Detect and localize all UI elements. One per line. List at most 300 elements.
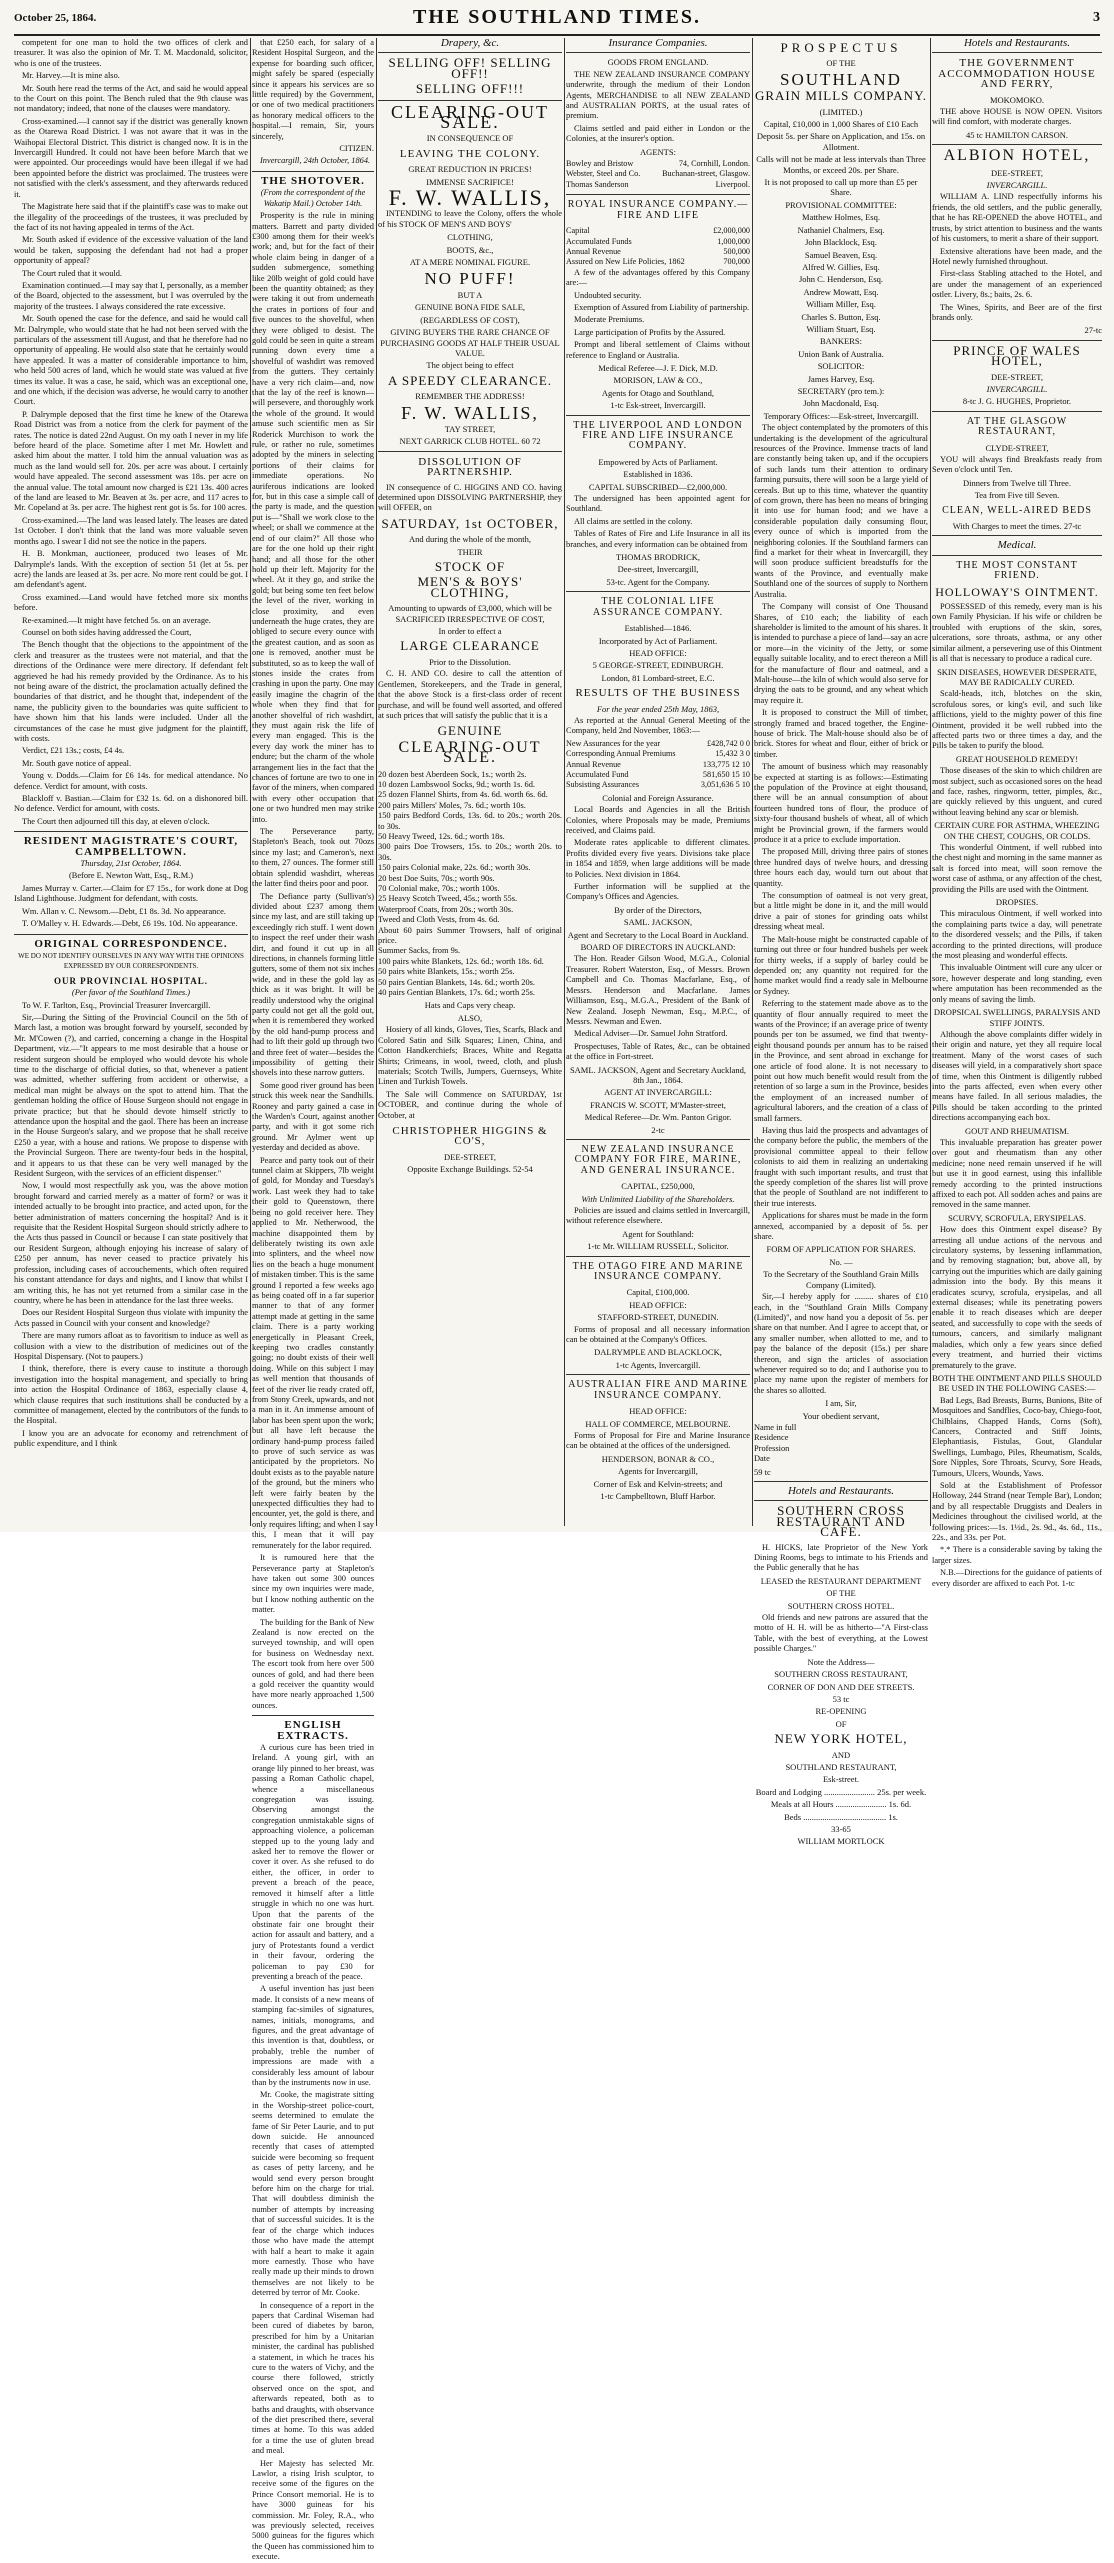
ad-text: The object being to effect — [426, 360, 514, 371]
issue-date: October 25, 1864. — [14, 12, 97, 24]
article-paragraph: Re-examined.—It might have fetched 5s. on an average. — [22, 615, 211, 625]
divider — [252, 171, 374, 172]
divider — [566, 52, 750, 53]
divider — [566, 1139, 750, 1140]
ad-text: THOMAS BRODRICK, — [615, 552, 701, 563]
committee-member: Samuel Beaven, Esq. — [804, 249, 878, 260]
ad-paragraph: Applications for shares must be made in the form annexed, accompanied by a deposit of 5s. per share. — [754, 1211, 928, 1242]
ad-headline: GRAIN MILLS COMPANY. — [754, 88, 928, 104]
article-paragraph: It is rumoured here that the Perseverance party at Stapleton's have taken out some 300 ounces since my own inquiries were made, but I know nothing authentic on the matter. — [252, 1553, 374, 1615]
ad-paragraph: H. HICKS, late Proprietor of the New York Dining Rooms, begs to intimate to his Friends and the Public generally that he has — [754, 1542, 928, 1573]
divider — [754, 1481, 928, 1482]
divider — [14, 934, 248, 935]
ad-headline: F. W. WALLIS, — [388, 185, 552, 211]
agent-row — [566, 159, 750, 169]
ad-text: SAML. JACKSON, Agent and Secretary Auckland, 8th Jan., 1864. — [569, 1064, 747, 1085]
article-paragraph: that £250 each, for salary of a Resident Hospital Surgeon, and the expense for boarding such officer, might safely be spared (especially since it appears his services are so little required) by the Government, or one of two medical practitioners as honorary medical officers to the hospital.—I remain, Sir, yours sincerely, — [252, 38, 374, 141]
ad-headline: CLEARING-OUT SALE. — [391, 101, 549, 133]
goods-item: About 60 pairs Summer Trowsers, half of original price. — [378, 925, 562, 946]
capital-row — [566, 257, 750, 267]
ad-text: Temporary Offices:—Esk-street, Invercargill. — [763, 410, 919, 421]
article-paragraph: The Magistrate here said that if the plaintiff's case was to make out the illegality of the proceedings of the trustees, it was precluded by the fact of its not having appealed in terms of the Act. — [14, 202, 248, 232]
ad-text: 8-tc J. G. HUGHES, Proprietor. — [962, 396, 1072, 407]
section-heading: RESIDENT MAGISTRATE'S COURT, CAMPBELLTOWN. — [23, 835, 239, 858]
ad-text: LEAVING THE COLONY. — [399, 147, 541, 160]
article-paragraph: Mr. South asked if evidence of the excessive valuation of the land would be taken, supposing the defendant had not had a proper opportunity of appeal? — [14, 235, 248, 266]
article-paragraph: A curious cure has been tried in Ireland. A young girl, with an orange lily pinned to her breast, was passing a Roman Catholic chapel, whence a miscellaneous congregation was issuing. Observing amongst the congregation unmistakable signs of approaching violence, a policeman stepped up to the young lady and asked her to remove the flower or cover it over. As she refused to do either, the officer, in order to prevent a breach of the peace, removed it himself after a little struggle in which no one was hurt. Upon that the parents of the obstinate fair one brought their action for assault and battery, and a jury of Protestants found a verdict in their favour, ordering the policeman to pay £30 for preventing a breach of the peace. — [252, 1743, 374, 1981]
ad-text: With Charges to meet the times. 27-tc — [952, 521, 1082, 532]
ad-paragraph: It is proposed to construct the Mill of timber, strongly framed and braced together, the Engine-house of brick. The Malt-house should also be of brick. Stores for wheat and flour, either of brick or timber. — [754, 708, 928, 759]
agents-table — [566, 159, 750, 190]
article-paragraph: I know you are an advocate for economy and retrenchment of public expenditure, and I think — [14, 1428, 248, 1449]
ad-headline: PROSPECTUS — [780, 40, 902, 55]
section-label: Medical. — [997, 539, 1037, 552]
section-heading: ORIGINAL CORRESPONDENCE. — [34, 937, 228, 950]
goods-item: 100 pairs white Blankets, 12s. 6d.; worth 18s. 6d. — [378, 956, 544, 966]
ad-text: WILLIAM MORTLOCK — [797, 1836, 885, 1847]
ad-paragraph: Bad Legs, Bad Breasts, Burns, Bunions, Bite of Mosquitoes and Sandflies, Coco-bay, Chiego-foot, Chilblains, Chapped Hands, Corns (Soft), Cancers, Contracted and Stiff Joints, Elephantiasis, Fistulas, Gout, Glandular Swellings, Lumbago, Piles, Rheumatism, Scalds, Sore Nipples, Sore Throats, Scurvy, Sore Heads, Tumours, Ulcers, Wounds, Yaws. — [932, 1395, 1102, 1478]
ad-text: Calls will not be made at less intervals than Three Months, or exceed 20s. per Share. — [756, 154, 926, 175]
ad-text: John Macdonald, Esq. — [803, 398, 879, 409]
ad-text: HENDERSON, BONAR & CO., — [601, 1453, 715, 1464]
ad-paragraph: The consumption of oatmeal is not very great, but a little might be done in it, and the mill would drive a pair of stones for grinding oats whilst dressing wheat meal. — [754, 891, 928, 932]
article-paragraph: The Defiance party (Sullivan's) divided about £237 among them since my last, and are still taking up exceedingly rich stuff. I went down to inspect the reef under their wash dirt, and found it cut up in all directions, in channels forming little gutters, some of them not six inches wide, and in these the gold lay as thick as it was bright. It will be readily understood why the original party could not get all the gold out, when it is remembered they worked by the old hand-pump process and had to lift their gold up through two and three feet of water—besides the impossibility of getting their shovels into these narrow gutters. — [252, 891, 374, 1078]
ad-paragraph: THE above HOUSE is NOW OPEN. Visitors will find comfort, with moderate charges. — [932, 107, 1102, 127]
ad-text: To the Secretary of the Southland Grain Mills Company (Limited). — [763, 1269, 919, 1290]
ad-paragraph: Forms of Proposal for Fire and Marine Insurance can be obtained at the offices of the undersigned. — [566, 1430, 750, 1451]
committee-member: William Stuart, Esq. — [806, 323, 876, 334]
ad-headline: DISSOLUTION OF PARTNERSHIP. — [418, 455, 522, 479]
ad-text: SOUTHERN CROSS HOTEL. — [787, 1600, 895, 1611]
ad-text: Medical Referee—Dr. Wm. Panton Grigor. — [584, 1112, 732, 1123]
article-paragraph: Mr. South here read the terms of the Act, and said he would appeal to the Court on this point. The Bench ruled that the 9th clause was not mandatory; indeed, that none of the clauses were mandatory. — [14, 83, 248, 114]
ad-text: HEAD OFFICE: — [629, 1299, 687, 1310]
ad-text: Opposite Exchange Buildings. 52-54 — [407, 1164, 533, 1175]
capital-row — [566, 226, 750, 236]
ad-paragraph: YOU will always find Breakfasts ready from Seven o'clock until Ten. — [932, 455, 1102, 475]
goods-item: 25 dozen Flannel Shirts, from 4s. 6d. worth 6s. 6d. — [378, 790, 548, 800]
ad-text: CERTAIN CURE FOR ASTHMA, WHEEZING ON THE CHEST, COUGHS, OR COLDS. — [934, 820, 1100, 841]
ad-paragraph: Prompt and liberal settlement of Claims without reference to England or Australia. — [566, 340, 750, 360]
column-divider — [930, 38, 931, 1526]
ad-text: Agents for Invercargill, — [618, 1466, 698, 1477]
ad-text: 1-tc Agents, Invercargill. — [615, 1359, 701, 1370]
ad-text: BOTH THE OINTMENT AND PILLS SHOULD BE USED IN THE FOLLOWING CASES:— — [932, 1372, 1102, 1394]
ad-text: Dee-street, Invercargill, — [617, 564, 699, 575]
article-paragraph: Mr. South gave notice of appeal. — [22, 758, 132, 768]
ad-text: GOODS FROM ENGLAND. — [607, 57, 709, 68]
ad-text: Medical Referee—J. F. Dick, M.D. — [598, 362, 718, 373]
section-subheading: (Per favor of the Southland Times.) — [71, 988, 191, 998]
article-paragraph: James Murray v. Carter.—Claim for £7 15s., for work done at Dog Island Lighthouse. Judgment for defendant, with costs. — [14, 883, 248, 904]
article-paragraph: Pearce and party took out of their tunnel claim at Skippers, 7lb weight of gold, for Monday and Tuesday's work. Last week they had to take their gold to Queenstown, there being no gold receiver here. They applied to Mr. Netherwood, the machine disappointed them by deliberately twisting its own axle into splinters, and the wheel now lies on the beach a huge monument of mistaken timber. This is the same ground I reported a few weeks ago as being coated off in a far superior manner to that of any former attempt made at getting in the same claim. There is a party working energetically in Pleasant Creek, keeping two cradles constantly going; no doubt exists of their well doing. While on this subject I may as well mention that thousands of feet of the river lie ready crated off, from Stony Creek, upwards, and not a man in it. An immense amount of labor has been spent upon the work; but all have left because the ordinary hand-pump process failed to prove of such service as was anticipated by the proprietors. No doubt exists as to the payable nature of the ground, but the miners who left were fairly beaten by the unexpected difficulties they had to encounter, yet, the gold is there, and only requires lifting; and when I say this, I mean that it will pay remunerately for the labor required. — [252, 1155, 374, 1550]
goods-item: 300 pairs Doe Trowsers, 15s. to 20s.; worth 20s. to 30s. — [378, 842, 562, 862]
goods-list — [378, 770, 562, 999]
column-divider — [752, 38, 753, 1526]
table-cell: Webster, Steel and Co. — [566, 169, 641, 179]
ad-text: 1-tc Mr. WILLIAM RUSSELL, Solicitor. — [587, 1241, 729, 1252]
ad-paragraph: Exemption of Assured from Liability of partnership. — [574, 302, 750, 312]
ad-headline: NO PUFF! — [424, 268, 516, 288]
committee-member: John Blacklock, Esq. — [805, 237, 877, 248]
ad-paragraph: This wonderful Ointment, if well rubbed into the chest night and morning in the same manner as salt is forced into meat, will soon remove the worst case of asthma, or any affection of the chest, providing the Pills are used with the Ointment. — [932, 843, 1103, 894]
form-field-label: Residence — [754, 1433, 789, 1443]
divider — [932, 52, 1102, 53]
ad-paragraph: Extensive alterations have been made, and the Hotel newly furnished throughout. — [932, 246, 1102, 266]
section-subheading: WE DO NOT IDENTIFY OURSELVES IN ANY WAY WITH THE OPINIONS EXPRESSED BY OUR CORRESPONDENTS. — [18, 951, 244, 971]
ad-paragraph: Prospectuses, Table of Rates, &c., can be obtained at the office in Fort-street. — [566, 1041, 750, 1062]
article-paragraph: Young v. Dodds.—Claim for £6 14s. for medical attendance. No defence. Verdict for amount, with costs. — [14, 771, 248, 791]
agent-row — [566, 169, 750, 179]
ad-text: AGENT AT INVERCARGILL: — [604, 1087, 712, 1098]
ad-text: DALRYMPLE AND BLACKLOCK, — [594, 1347, 722, 1358]
ad-text: MORISON, LAW & CO., — [613, 375, 703, 386]
ad-text: SOLICITOR: — [817, 361, 865, 372]
ad-headline: MEN'S & BOYS' CLOTHING, — [417, 574, 523, 600]
ad-text: RE-OPENING — [815, 1706, 867, 1717]
ad-paragraph: The Sale will Commence on SATURDAY, 1st OCTOBER, and continue during the whole of October, at — [378, 1089, 562, 1120]
section-heading: THE SHOTOVER. — [261, 174, 365, 187]
article-paragraph: The Court then adjourned till this day, at eleven o'clock. — [22, 816, 210, 826]
royal-capital-table — [566, 226, 750, 268]
article-paragraph: There are many rumors afloat as to favoritism to induce as well as collusion with a view to the distribution of medicines out of the Hospital Dispensary. (Not to paupers.) — [14, 1331, 248, 1361]
table-cell: Assured on New Life Policies, 1862 — [566, 257, 685, 267]
ad-text: BOARD OF DIRECTORS IN AUCKLAND: — [580, 942, 736, 953]
ad-text: 1-tc Campbelltown, Bluff Harbor. — [600, 1490, 716, 1501]
ad-paragraph: The proposed Mill, driving three pairs of stones three hundred days of twelve hours, and dressing three hours each day, would turn out about that quantity. — [754, 847, 928, 888]
ad-text: GREAT REDUCTION IN PRICES! — [408, 164, 532, 175]
ad-text: CAPITAL SUBSCRIBED—£2,000,000. — [588, 481, 728, 492]
ad-text: (REGARDLESS OF COST), — [420, 314, 520, 325]
article-paragraph: Mr. South opened the case for the defence, and said he would call Mr. Dalrymple, who would state that he had not been served with the particulars of the assessment till August, and that he therefore had no opportunity of appealing. He would also state that he certainly would have appealed. It was a matter of considerable importance to him, who held 500 acres of land, which he would state was valued at five times its value. It was a case, he said, which was an exceptional one, and one which, if the decision was adverse, he would carry to another Court. — [14, 314, 248, 407]
goods-item: 25 Heavy Scotch Tweed, 45s.; worth 55s. — [378, 894, 518, 904]
table-cell: Liverpool. — [715, 179, 750, 189]
ad-paragraph: Although the above complaints differ widely in their origin and nature, yet they all require local treatment. Many of the worst cases of such diseases will yield, in a comparatively short space of time, when this Ointment is diligently rubbed into the parts affected, even when every other means have failed. In all serious maladies, the Pills should be taken according to the printed directions accompanying each box. — [932, 1029, 1102, 1123]
ad-paragraph: Forms of proposal and all necessary information can be obtained at the Company's Offices. — [566, 1324, 750, 1345]
page-number: 3 — [1093, 10, 1100, 25]
table-cell: 133,775 12 10 — [702, 759, 750, 769]
column-3 — [378, 38, 562, 1526]
goods-item: Summer Sacks, from 9s. — [378, 946, 461, 956]
ad-paragraph: Claims settled and paid either in London or the Colonies, at the insurer's option. — [566, 123, 750, 144]
column-divider — [564, 38, 565, 1526]
ad-text: DEE-STREET, — [990, 167, 1043, 178]
masthead — [14, 6, 1100, 36]
divider — [14, 831, 248, 832]
ad-headline: AT THE GLASGOW RESTAURANT, — [966, 415, 1068, 438]
ad-text: BOOTS, &c., — [446, 244, 494, 255]
form-field-label: Name in full — [754, 1422, 797, 1432]
ad-text: Beds ....................................... 1s. — [784, 1811, 898, 1822]
table-cell: £2,000,000 — [713, 226, 750, 236]
article-paragraph: In consequence of a report in the papers that Cardinal Wiseman had been cured of diabetes by baron, prescribed for him by a Unitarian minister, the cardinal has published a statement, in which he traces his cure to the waters of Vichy, and the course there followed, strictly observed once on the spot, and afterwards repeated, both as to baths and draughts, with observance of the diet prescribed there, several times at home. To this was added for a time the use of gluten bread and meal. — [252, 2300, 374, 2456]
goods-item: 150 pairs Colonial make, 22s. 6d.; worth 30s. — [378, 863, 531, 873]
ad-paragraph: Undoubted security. — [574, 290, 642, 300]
ad-text: 2-tc — [651, 1124, 665, 1135]
ad-text: DROPSICAL SWELLINGS, PARALYSIS AND STIFF JOINTS. — [933, 1007, 1101, 1028]
ad-paragraph: Tables of Rates of Fire and Life Insurance in all its branches, and every information can be obtained from — [566, 529, 750, 549]
divider — [932, 535, 1102, 536]
ad-text: Amounting to upwards of £3,000, which will be SACRIFICED IRRESPECTIVE OF COST, — [388, 603, 552, 624]
section-subheading: (From the correspondent of the Wakatip Mail.) October 14th. — [260, 188, 366, 208]
section-heading: ENGLISH EXTRACTS. — [277, 1719, 349, 1742]
ad-text: AGENTS: — [640, 146, 676, 157]
article-paragraph: Does our Resident Hospital Surgeon thus violate with impunity the Acts passed in Council with your consent and knowledge? — [14, 1308, 248, 1328]
ad-text: HEAD OFFICE: — [629, 647, 687, 658]
table-cell: Annual Revenue — [566, 246, 621, 256]
divider — [754, 1500, 928, 1501]
ad-text: TAY STREET, — [444, 423, 496, 434]
ad-headline: CLEARING-OUT SALE. — [398, 738, 542, 767]
agent-row — [566, 180, 750, 190]
table-cell: Corresponding Annual Premiums — [566, 749, 676, 759]
ad-text: Board and Lodging ........................ 25s. per week. — [755, 1786, 927, 1797]
ad-paragraph: The undersigned has been appointed agent for Southland. — [566, 494, 750, 514]
ad-text: James Harvey, Esq. — [807, 373, 875, 384]
column-divider — [376, 38, 377, 1526]
goods-item: Tweed and Cloth Vests, from 4s. 6d. — [378, 915, 500, 925]
ad-text: SOUTHLAND RESTAURANT, — [785, 1761, 897, 1772]
ad-paragraph: This miraculous Ointment, if well worked into the complaining parts twice a day, will penetrate to the disordered vessels; and the Pills, if taken according to the printed directions, will produce the most pleasing and wonderful effects. — [932, 909, 1102, 961]
ad-paragraph: *.* There is a considerable saving by taking the larger sizes. — [932, 1545, 1102, 1565]
column-divider — [250, 38, 251, 1526]
ad-paragraph: The object contemplated by the promoters of this undertaking is the development of the agricultural resources of the Province. Immense tracts of land are constantly being taken up, and if the occupiers of such lands turn their attention to ordinary farming pursuits, there will soon be a large yield of cereals. But up to this time, whatever the quantity of corn grown, there has been no means of bringing it into use for human food; and we have a considerable population daily consuming flour, every ounce of which is imported from the neighboring colonies. If the Southland farmers can find a market for their wheat in Invercargill, they will soon produce sufficient breadstuffs for the wants of the Province, and eventually make Southland one of the sources of supply to Northern Australia. — [754, 423, 928, 599]
ad-headline: SATURDAY, 1st OCTOBER, — [381, 515, 559, 531]
ad-paragraph: Old friends and new patrons are assured that the motto of H. H. will be as hitherto—"A First-class Table, with the best of everything, at the Lowest possible Charges." — [754, 1613, 928, 1654]
ad-text: STAFFORD-STREET, DUNEDIN. — [597, 1312, 719, 1323]
ad-headline: SELLING OFF! SELLING OFF!! — [388, 55, 552, 81]
ad-text: (LIMITED.) — [819, 106, 863, 117]
divider — [566, 591, 750, 592]
ad-headline: PRINCE OF WALES HOTEL, — [953, 342, 1081, 369]
dateline: Invercargill, 24th October, 1864. — [260, 156, 371, 166]
ad-paragraph: The Company will consist of One Thousand Shares, of £10 each; the liability of each shareholder is limited to the amount of his shares. It is intended to purchase a piece of land—say an acre or more—in the vicinity of the Jetty, or some equally suitable locality, and to erect thereon a Mill for the manufacture of flour and oatmeal, and a Malt-house—the kiln of which would also serve for drying the oats to be ground, and any wheat which may require it. — [754, 602, 928, 705]
ad-paragraph: The amount of business which may reasonably be expected at starting is as follows:—Estimating the population of the Province at eight thousand, there will be an annual consumption of about fourteen hundred tons of flour, the produce of sixty-four thousand bushels of wheat, all of which might be Provincial grown, if the farmers would produce it at a price to exclude importation. — [754, 762, 928, 845]
section-label: Drapery, &c. — [440, 37, 500, 49]
divider — [932, 555, 1102, 556]
ad-text: Union Bank of Australia. — [798, 348, 884, 359]
ad-text: SAML. JACKSON, — [623, 917, 693, 928]
section-label: Insurance Companies. — [608, 37, 708, 49]
divider — [378, 451, 562, 452]
article-paragraph: Mr. Harvey.—It is mine also. — [22, 71, 120, 81]
ad-text: Established—1846. — [624, 623, 692, 634]
ad-text: FRANCIS W. SCOTT, M'Master-street, — [590, 1099, 726, 1110]
divider — [566, 415, 750, 416]
ad-headline: A SPEEDY CLEARANCE. — [387, 372, 553, 388]
capital-row — [566, 247, 750, 257]
section-label: Hotels and Restaurants. — [963, 37, 1071, 49]
ad-text: OF THE — [826, 58, 856, 69]
ad-paragraph: Moderate rates applicable to different climates. Profits divided every five years. Divisions take place in 1854 and 1859, when large additions will be made to Policies. Next division in 1864. — [566, 838, 750, 879]
table-cell: Subsisting Assurances — [566, 780, 640, 790]
ad-text: Dinners from Twelve till Three. — [963, 477, 1071, 488]
ad-text: 5 GEORGE-STREET, EDINBURGH. — [592, 660, 724, 671]
results-row — [566, 770, 750, 780]
article-paragraph: To W. F. Tarlton, Esq., Provincial Treasurer Invercargill. — [22, 1000, 211, 1010]
ad-text: 1-tc Esk-street, Invercargill. — [610, 400, 706, 411]
table-cell: Capital — [566, 226, 590, 236]
ad-text: FORM OF APPLICATION FOR SHARES. — [766, 1244, 916, 1255]
ad-headline: THE OTAGO FIRE AND MARINE INSURANCE COMPANY. — [572, 1260, 744, 1283]
ad-text: SCURVY, SCROFULA, ERYSIPELAS. — [948, 1212, 1086, 1223]
ad-text: SOUTHERN CROSS RESTAURANT, — [774, 1669, 908, 1680]
ad-text: IN CONSEQUENCE OF — [426, 133, 514, 144]
ad-text: SECRETARY (pro tem.): — [797, 385, 885, 396]
ad-text: HALL OF COMMERCE, MELBOURNE. — [585, 1418, 731, 1429]
table-cell: 700,000 — [723, 257, 750, 267]
ad-paragraph: Medical Adviser—Dr. Samuel John Stratford. — [574, 1029, 728, 1039]
column-2 — [252, 38, 374, 2562]
goods-item: 10 dozen Lambswool Socks, 9d.; worth 1s. 6d. — [378, 779, 536, 789]
results-row — [566, 739, 750, 749]
ad-text: 59 tc — [754, 1466, 771, 1477]
ad-text: OF — [835, 1718, 847, 1729]
ad-text: DEE-STREET, — [990, 371, 1043, 382]
ad-text: INVERCARGILL. — [986, 180, 1048, 191]
results-row — [566, 749, 750, 759]
table-cell: Bowley and Bristow — [566, 159, 634, 169]
article-paragraph: Mr. Cooke, the magistrate sitting in the Worship-street police-court, seems determined to emulate the fame of Sir Peter Laurie, and to put down suicide. He announced recently that cases of attempted suicide were becoming so frequent as cases of petty larceny, and he would send every person brought before him on the charge for trial. That will doubtless diminish the number of attempts by increasing that of successful suicides. It is the fear of the charge which induces those who have made the attempt with half a heart to make it again more earnestly. Those who have really made up their minds to drown themselves are not likely to be deterred by terror of Mr. Cooke. — [252, 2090, 374, 2298]
ad-text: Your obedient servant, — [802, 1410, 880, 1421]
ad-paragraph: A few of the advantages offered by this Company are:— — [566, 267, 750, 288]
goods-item: 70 Colonial make, 70s.; worth 100s. — [378, 884, 500, 893]
article-paragraph: Sir,—During the Sitting of the Provincial Council on the 5th of March last, a motion was brought forward by yourself, seconded by Mr. M'Cowen (?), and carried, concerning a change in the Hospital Department, viz.—"It appears to me most desirable that a house or resident surgeon should be employed who would devote his whole time to the discharge of official duties, so that, whenever a patient was admitted, whether suffering from accident or otherwise, a medical man might be always on the spot to attend him. That the gentleman holding the office of House Surgeon should not engage in private practice; but that he should devote himself strictly to attendance upon the hospital and the gaol. There has been an increase in the House Surgeon's salary, and we propose that he shall receive £250 a year, with a house and rations. We propose to dispense with the Provincial Surgeon. There are twenty-four beds in the hospital, and it appears to us that these can be very well managed by the Resident Surgeon, with the services of an efficient dispenser." — [14, 1012, 248, 1179]
table-cell: £428,742 0 0 — [707, 738, 750, 748]
committee-list — [754, 212, 928, 334]
divider — [566, 1374, 750, 1375]
ad-paragraph: POSSESSED of this remedy, every man is his own Family Physician. If his wife or children be troubled with eruptions of the skin, sores, ulcerations, sore throats, asthma, or any other similar ailment, a persevering use of this Ointment is all that is necessary to produce a radical cure. — [932, 602, 1102, 664]
divider — [932, 144, 1102, 145]
goods-item: 40 pairs Gentian Blankets, 17s. 6d.; worth 25s. — [378, 988, 536, 998]
article-paragraph: Cross-examined.—I cannot say if the district was generally known as the Otarewa Road District. I was not aware that it was in the Waihopai Electoral District. This district is changed now. It is in the Invercargill Hundred. It could not have been before March that we were appointed. Our proceedings would have been illegal if we had been appointed before the district was proclaimed. The trustees were not satisfied with the clerk's assessment, and they afterwards reduced it. — [14, 116, 248, 199]
goods-item: 20 dozen best Aberdeen Sock, 1s.; worth 2s. — [378, 769, 527, 779]
ad-paragraph: IN consequence of C. HIGGINS AND CO. having determined upon DISSOLVING PARTNERSHIP, they will OFFER, on — [378, 482, 562, 513]
section-subheading: Thursday, 21st October, 1864. — [80, 859, 182, 869]
ad-headline: RESULTS OF THE BUSINESS — [575, 687, 741, 700]
capital-row — [566, 237, 750, 247]
ad-paragraph: How does this Ointment expel disease? By arresting all undue actions of the nervous and circulatory systems, by lessening inflammation, and by removing stagnation; but, above all, by carrying out the impurities which are daily gaining admission into the body. By this means it eradicates scurvy, scrofula, erysipelas, and all external diseases; while its penetrating powers enable it to reach diseases which are deeper seated, and successfully to cope with the seeds of tumours, cancers, and similarly malignant maladies, which only a few years since defied every treatment, and hurried their victims prematurely to the grave. — [932, 1225, 1103, 1370]
article-paragraph: Examination continued.—I may say that I, personally, as a member of the Board, objected to the assessment, but I was overruled by the majority of the trustees. I always considered the rate excessive. — [14, 280, 248, 311]
ad-text: CORNER OF DON AND DEE STREETS. — [767, 1681, 915, 1692]
table-cell: 1,000,000 — [717, 236, 750, 246]
ad-text: 27-tc — [1084, 325, 1102, 336]
ad-text: Agent for Southland: — [622, 1228, 694, 1239]
ad-paragraph: Local Boards and Agencies in all the British Colonies, where Proposals may be made, Premiums received, and Claims paid. — [566, 805, 750, 835]
ad-paragraph: First-class Stabling attached to the Hotel, and are under the management of an experienced ostler. Livery, 8s.; baits, 2s. 6. — [932, 269, 1102, 300]
ad-text: And during the whole of the month, — [408, 534, 532, 545]
ad-paragraph: The Wines, Spirits, and Beer are of the first brands only. — [932, 302, 1102, 322]
ad-paragraph: Sold at the Establishment of Professor Holloway, 244 Strand (near Temple Bar), London; and by all respectable Druggists and Dealers in Medicines throughout the civilised world, at the following prices:—1s. 1½d., 2s. 9d., 4s. 6d., 11s., 22s., and 33s. per Pot. — [932, 1480, 1102, 1542]
column-5 — [754, 38, 928, 1847]
goods-item: 50 pairs Gentian Blankets, 14s. 6d.; worth 20s. — [378, 977, 536, 987]
article-paragraph: T. O'Malley v. H. Edwards.—Debt, £6 19s. 10d. No appearance. — [22, 919, 238, 929]
ad-text: I am, Sir, — [825, 1398, 857, 1409]
committee-member: Charles S. Button, Esq. — [801, 311, 881, 322]
ad-paragraph: This invaluable Ointment will cure any ulcer or sore, however desperate and long standing, even where amputation has been recommended as the only means of saving the limb. — [932, 963, 1102, 1004]
table-cell: 74, Cornhill, London. — [678, 159, 750, 169]
article-paragraph: The Bench thought that the objections to the appointment of the clerk and treasurer as the trustees were not material, and that the directions of the Ordinance were mere directory. If defendant felt aggrieved he had his remedy provided by the Ordinance. As to his not being aware of the district, the proclamation actually defined the boundaries of that district, and he thought that, independent of the name, the publicity given to the boundaries was quite sufficient to have shown him that his lands were included. Under all the circumstances of the case he must give judgment for the plaintiff, with costs. — [14, 640, 248, 743]
goods-item: 20 best Doe Suits, 70s.; worth 90s. — [378, 873, 495, 883]
ad-text: BANKERS: — [819, 336, 863, 347]
ad-headline: HOLLOWAY'S OINTMENT. — [935, 584, 1099, 599]
ad-text: In order to effect a — [438, 626, 502, 637]
article-paragraph: P. Dalrymple deposed that the first time he knew of the Otarewa Road District was from a notice from the clerk for payment of the rates. The notice is dated 22nd August. On my oath I never in my life before heard of the place. Sometime after I met Mr. Howlett and asked him about the matter. I told him the annual valuation was as much as the land would sell for. 20s. per acre was about. I certainly would have appealed. The second assessment was 18s. per acre on the annual value. The total amount now charged is £21 13s. 400 acres of the land are leased to Mr. Beaven at 3s. per acre, and 117 acres to Mr. Copeland at 3s. per acre. The highest rent got is 5s. for 100 acres. — [14, 409, 248, 513]
divider — [566, 194, 750, 195]
article-paragraph: Verdict, £21 13s.; costs, £4 4s. — [22, 746, 125, 756]
ad-text: GIVING BUYERS THE RARE CHANCE OF PURCHASING GOODS AT HALF THEIR USUAL VALUE. — [380, 327, 560, 358]
ad-text: SKIN DISEASES, HOWEVER DESPERATE, MAY BE RADICALLY CURED. — [937, 666, 1097, 687]
ad-text: Note the Address— — [807, 1656, 875, 1667]
goods-item: Waterproof Coats, from 20s.; worth 30s. — [378, 904, 514, 914]
article-paragraph: I think, therefore, there is every cause to institute a thorough investigation into the hospital management, and specially to bring into action the Hospital Ordinance of 1863, especially clause 4, which clause requires that such institutions shall be conducted by a committee of management, elected by the contributors of the funds to the Hospital. — [14, 1364, 248, 1426]
ad-headline: ROYAL INSURANCE COMPANY.—FIRE AND LIFE — [567, 199, 749, 221]
ad-headline: THE GOVERNMENT ACCOMMODATION HOUSE AND FERRY, — [938, 57, 1096, 91]
ad-paragraph: Having thus laid the prospects and advantages of the company before the public, the members of the provisional committee appeal to their fellow colonists to aid them in realizing an undertaking fraught with such important results, and trust that the speedy completion of the shares list will prove that the people of Southland are not indifferent to their true interests. — [754, 1126, 928, 1208]
ad-headline: ALBION HOTEL, — [943, 147, 1091, 165]
committee-member: Alfred W. Gillies, Esq. — [802, 261, 880, 272]
article-paragraph: Counsel on both sides having addressed the Court, — [22, 627, 192, 637]
ad-text: Capital, £10,000 in 1,000 Shares of £10 Each — [763, 119, 919, 130]
form-field-label: Profession — [754, 1443, 790, 1453]
divider — [378, 100, 562, 101]
goods-item: 50 pairs white Blankets, 15s.; worth 25s. — [378, 967, 515, 977]
table-cell: Thomas Sanderson — [566, 179, 629, 189]
ad-paragraph: C. H. AND CO. desire to call the attention of Gentlemen, Storekeepers, and the Trade in general, that the above Stock is a first-class order of recent purchase, and will be found well assorted, and offered at such prices that will satisfy the public that it is a — [378, 669, 562, 720]
article-paragraph: Her Majesty has selected Mr. Lawlor, a rising Irish sculptor, to receive some of the figures on the Prince Consort memorial. He is to have 3000 guineas for his commission. Mr. Foley, R.A., who was previously selected, receives 5000 guineas for the figures which the Queen has commissioned him to execute. — [252, 2458, 374, 2562]
ad-paragraph: INTENDING to leave the Colony, offers the whole of his STOCK OF MEN'S AND BOYS' — [378, 209, 562, 229]
ad-headline: NEW ZEALAND INSURANCE COMPANY FOR FIRE, MARINE, AND GENERAL INSURANCE. — [574, 1143, 742, 1176]
column-4 — [566, 38, 750, 1526]
ad-text: Deposit 5s. per Share on Application, and 15s. on Allotment. — [756, 131, 926, 152]
ad-headline: CHRISTOPHER HIGGINS & CO'S, — [392, 1124, 548, 1148]
ad-text: DROPSIES. — [995, 897, 1039, 908]
ad-text: INVERCARGILL. — [986, 383, 1048, 394]
article-paragraph: Prosperity is the rule in mining matters. Barrett and party divided £300 among them for their week's work; and, but for the fact of their whole claim being in danger of a sudden submergence, something like 20lb weight of gold could have been the quantity obtained; as they were taking it out from underneath the crates in portions of four and five ounces to the shovelful, when they were obliged to desist. The gold could be seen in quite a stream running down every time a shovelful of washdirt was removed from the gutters. They certainly have a very rich claim—and, now that the lay of the reef is known—will persevere, and thoroughly work the whole of the ground. It would amuse such scientific men as Sir Roderick Murchison to work the rule, or rather no rule, sometimes adopted by the miners in selecting portions of their claims for immediate operations. No auriferous indications are looked for, but in this case a simple call of the party is made, and the question put is—"Shall we work close to the wheel; or shall we commence at the end of our claim?" All those who are for the one hold up their right hand; and all those for the other hold up their left. Majority for the wheel. At it they go, and strike the gold; but being some ten feet below the level of the river, working in close proximity, and even underneath the huge crates, they are obliged to secure every ounce with the greatest caution, and as soon as one is removed, another must be substituted, so as to keep the wall of stones inside the crates from crashing in upon the party. One may easily imagine the chagrin of the whole when they find that for another shovelful of rich washdirt, they must again risk the life of every man engaged. This is the every day work the miner has to endure; but the charm of the whole arrangement lies in the fact that the chances of fortune are two to one in favor of the miners, when compared with every other occupation that one or two hundred men may strike into. — [252, 211, 374, 824]
newspaper-title: THE SOUTHLAND TIMES. — [412, 6, 702, 28]
ad-text: MOKOMOKO. — [989, 94, 1045, 105]
ad-text: Prior to the Dissolution. — [429, 656, 511, 667]
ad-text: Colonial and Foreign Assurance. — [602, 792, 714, 803]
column-1 — [14, 38, 248, 1526]
article-paragraph: Some good river ground has been struck this week near the Sandhills. Rooney and party gained a case in the Warden's Court, against another party, and with it got some rich ground. Mr Aylmer went up yesterday and decided as above. — [252, 1080, 374, 1153]
ad-paragraph: Those diseases of the skin to which children are most subject, such as occasioned sores on the head and face, rashes, ringworm, tetter, pimples, &c., are quickly relieved by this unguent, and cured without leaving behind any scar or blemish. — [932, 766, 1103, 817]
ad-text: 53-tc. Agent for the Company. — [606, 576, 710, 587]
ad-paragraph: N.B.—Directions for the guidance of patients of every disorder are affixed to each Pot. 1-tc — [932, 1568, 1102, 1588]
ad-text: GENUINE BONA FIDE SALE, — [414, 302, 526, 313]
ad-paragraph: This invaluable preparation has greater power over gout and rheumatism than any other medicine; none need remain unserved if he will but use it in good earnest, using this infallible remedy according to the printed instructions affixed to each pot. All sodden aches and pains are removed in the same manner. — [932, 1137, 1102, 1210]
ad-text: Empowered by Acts of Parliament. — [598, 456, 718, 467]
ad-text: HEAD OFFICE: — [629, 1406, 687, 1417]
article-paragraph: competent for one man to hold the two offices of clerk and treasurer. It was also the opinion of Mr. T. M. Macdonald, solicitor, who is one of the trustees. — [14, 38, 248, 68]
results-row — [566, 780, 750, 790]
ad-text: London, 81 Lombard-street, E.C. — [601, 672, 715, 683]
article-paragraph: The Court ruled that it would. — [22, 268, 123, 278]
ad-paragraph: Moderate Premiums. — [574, 315, 645, 325]
committee-member: Nathaniel Chalmers, Esq. — [797, 224, 885, 235]
section-subheading: (Before E. Newton Watt, Esq., R.M.) — [68, 871, 194, 881]
table-cell: 15,432 3 0 — [715, 749, 750, 759]
table-cell: Accumulated Fund — [566, 769, 629, 779]
table-cell: Annual Revenue — [566, 759, 621, 769]
ad-text: REMEMBER THE ADDRESS! — [415, 391, 525, 402]
ad-text: It is not proposed to call up more than £5 per Share. — [764, 177, 918, 198]
article-paragraph: Blackloff v. Bastian.—Claim for £32 1s. 6d. on a dishonored bill. No defence. Verdict for amount, with costs. — [14, 794, 248, 814]
ad-text: 33-65 — [831, 1823, 851, 1834]
table-cell: New Assurances for the year — [566, 738, 661, 748]
results-row — [566, 760, 750, 770]
divider — [932, 411, 1102, 412]
